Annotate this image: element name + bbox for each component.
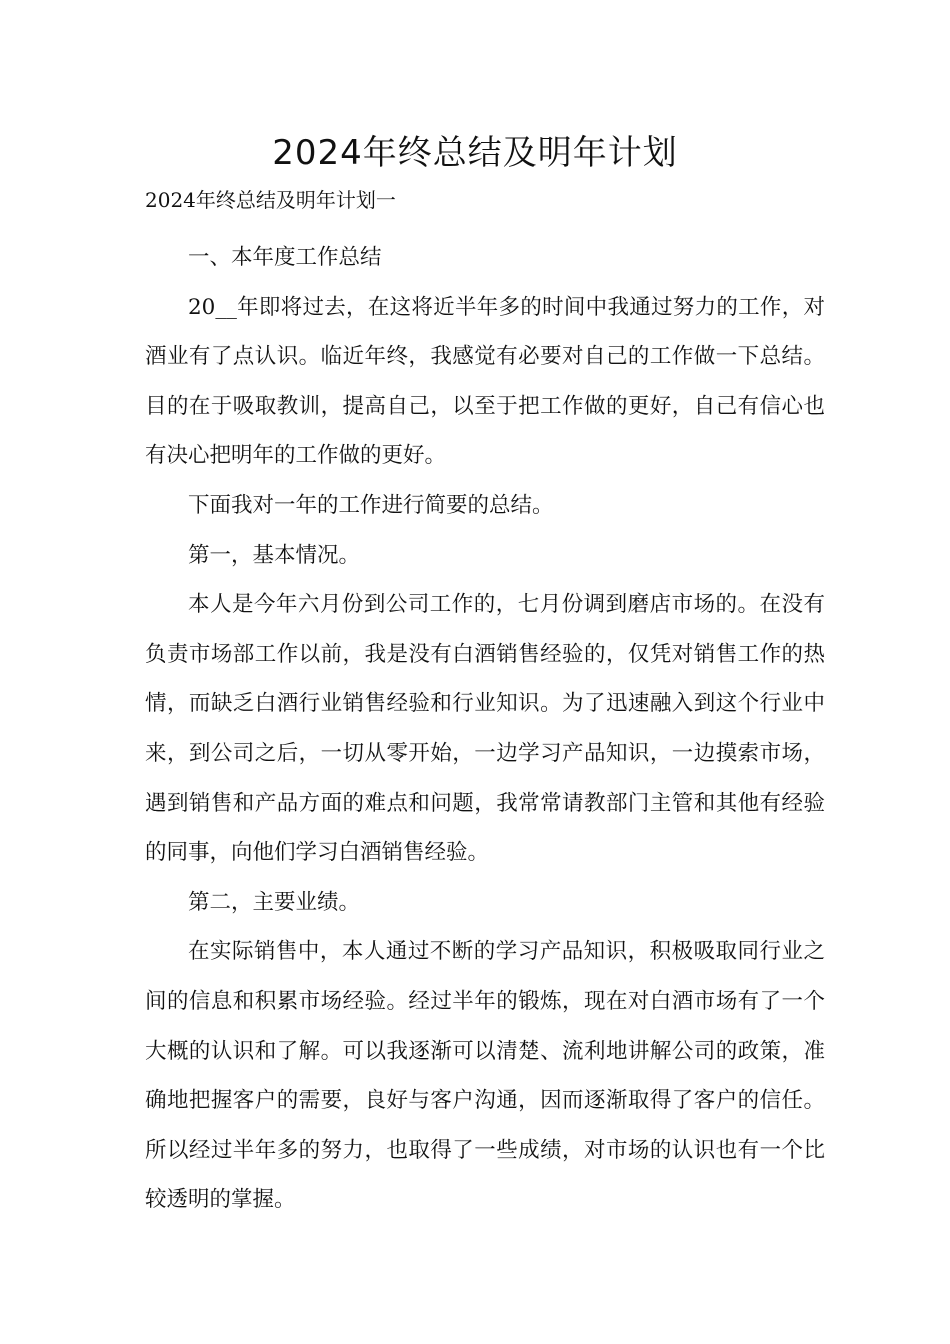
paragraph: 20__年即将过去，在这将近半年多的时间中我通过努力的工作，对酒业有了点认识。临近年终，我感觉有必要对自己的工作做一下总结。目的在于吸取教训，提高自己，以至于把工作做的更好，自己有信心也有决心把明年的工作做的更好。 [145, 294, 825, 469]
paragraph: 在实际销售中，本人通过不断的学习产品知识，积极吸取同行业之间的信息和积累市场经验。经过半年的锻炼，现在对白酒市场有了一个大概的认识和了解。可以我逐渐可以清楚、流利地讲解公司的政策，准确地把握客户的需要，良好与客户沟通，因而逐渐取得了客户的信任。所以经过半年多的努力，也取得了一些成绩，对市场的认识也有一个比较透明的掌握。 [145, 939, 825, 1213]
section-heading: 第二，主要业绩。 [188, 889, 361, 915]
paragraph: 下面我对一年的工作进行简要的总结。 [188, 492, 554, 518]
section-heading: 一、本年度工作总结 [188, 245, 382, 270]
document-body [145, 233, 825, 1225]
section-heading: 第一，基本情况。 [188, 542, 361, 568]
document-title: 2024年终总结及明年计划 [272, 133, 678, 173]
document-subtitle: 2024年终总结及明年计划一 [145, 188, 396, 212]
paragraph: 本人是今年六月份到公司工作的，七月份调到磨店市场的。在没有负责市场部工作以前，我是没有白酒销售经验的，仅凭对销售工作的热情，而缺乏白酒行业销售经验和行业知识。为了迅速融入到这个行业中来，到公司之后，一切从零开始，一边学习产品知识，一边摸索市场，遇到销售和产品方面的难点和问题，我常常请教部门主管和其他有经验的同事，向他们学习白酒销售经验。 [145, 592, 825, 866]
